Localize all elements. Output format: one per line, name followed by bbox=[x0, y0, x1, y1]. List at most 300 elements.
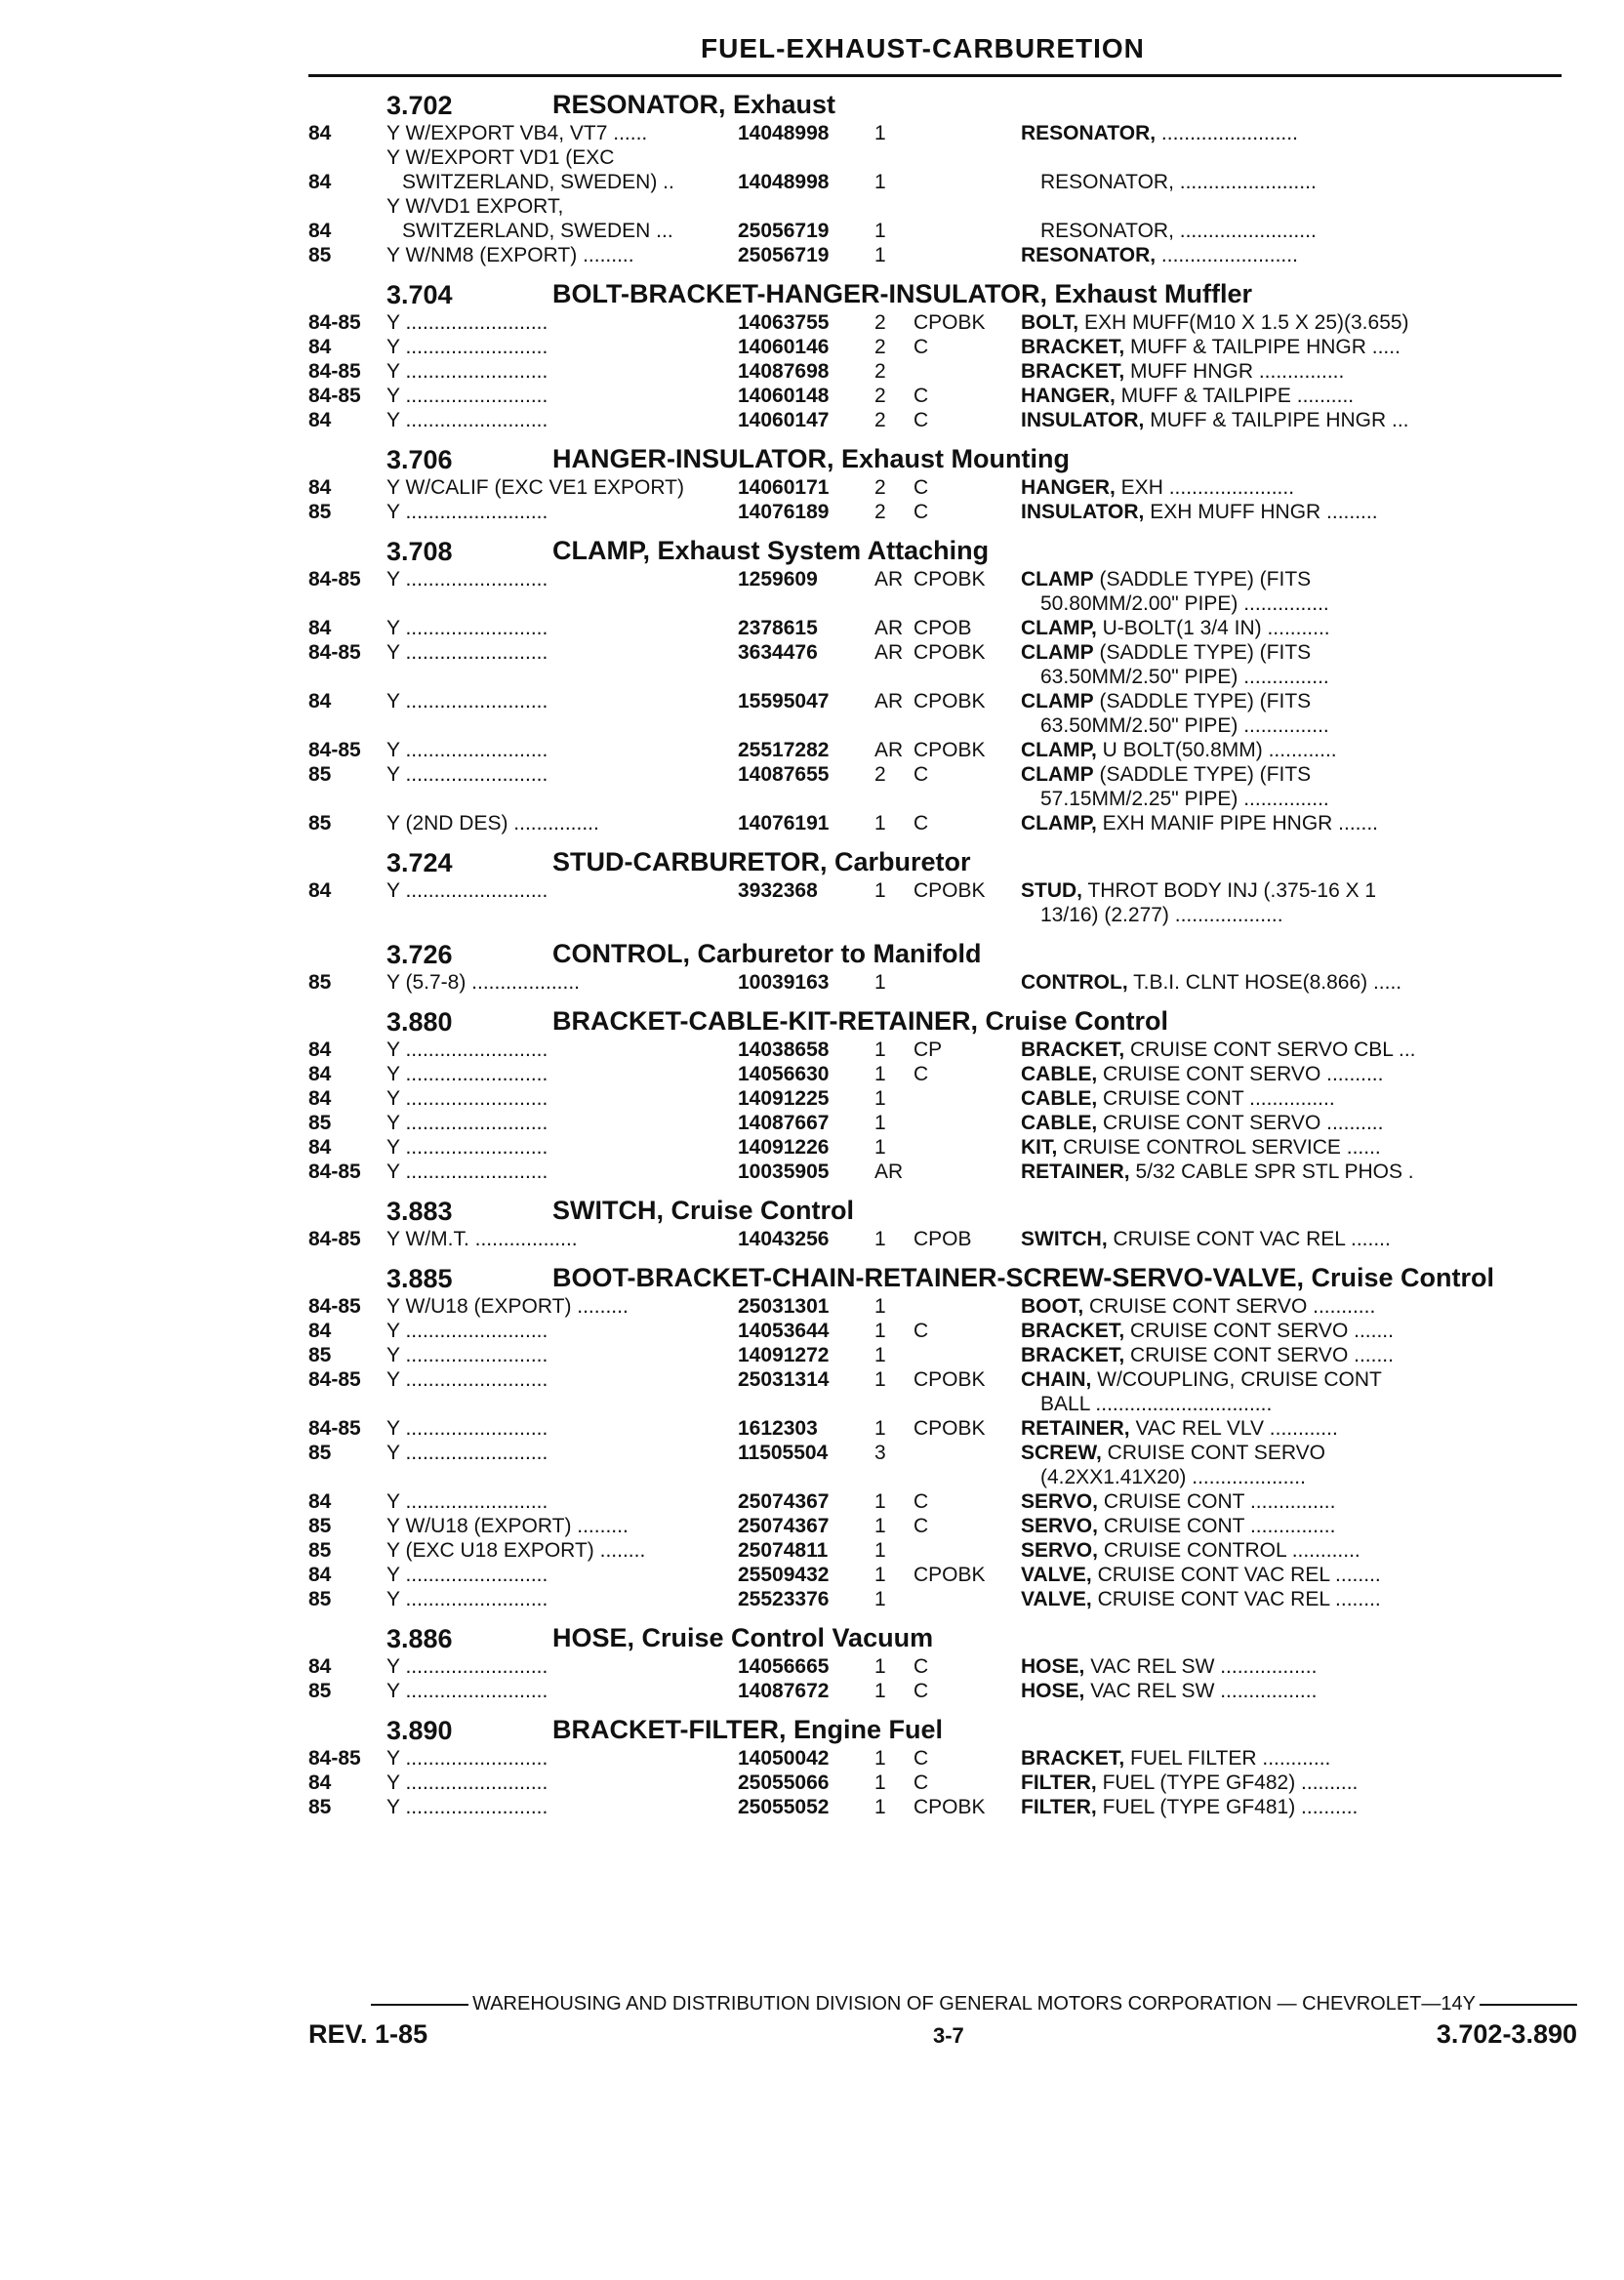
part-row bbox=[308, 145, 1577, 194]
part-description bbox=[1021, 408, 1509, 432]
part-description bbox=[1021, 1038, 1509, 1062]
part-description bbox=[1021, 689, 1509, 738]
part-description-line: SWITCH, CRUISE CONT VAC REL ....... bbox=[1021, 1228, 1391, 1250]
part-description bbox=[1021, 359, 1509, 384]
part-description-line: INSULATOR, MUFF & TAILPIPE HNGR ... bbox=[1021, 409, 1409, 431]
part-description-line: 57.15MM/2.25" PIPE) ............... bbox=[1040, 788, 1329, 810]
part-number: 25523376 bbox=[738, 1588, 830, 1610]
vehicle-code: CPOBK bbox=[914, 641, 986, 664]
usage-qualifier-line: Y ......................... bbox=[386, 360, 548, 383]
part-description bbox=[1021, 475, 1509, 500]
usage-qualifier-line: Y ......................... bbox=[386, 568, 548, 590]
usage-qualifier-line: Y ......................... bbox=[386, 1588, 548, 1610]
page-title: FUEL-EXHAUST-CARBURETION bbox=[701, 33, 1145, 63]
parts-list bbox=[308, 86, 1577, 1827]
usage-qualifier-line: Y ......................... bbox=[386, 1796, 548, 1818]
usage-qualifier bbox=[386, 1654, 738, 1679]
usage-qualifier-line: Y ......................... bbox=[386, 1771, 548, 1794]
usage-qualifier bbox=[386, 811, 738, 835]
section-gap bbox=[308, 267, 1577, 275]
section-heading bbox=[308, 1624, 1577, 1654]
usage-qualifier bbox=[386, 1086, 738, 1111]
usage-qualifier-line: Y ......................... bbox=[386, 409, 548, 431]
part-description bbox=[1021, 1319, 1509, 1343]
part-number: 14091226 bbox=[738, 1136, 830, 1159]
part-description-line: BRACKET, CRUISE CONT SERVO ....... bbox=[1021, 1344, 1394, 1366]
part-description-line: STUD, THROT BODY INJ (.375-16 X 1 bbox=[1021, 879, 1377, 902]
part-number: 14056665 bbox=[738, 1655, 830, 1678]
section-number: 3.885 bbox=[386, 1264, 453, 1293]
part-row bbox=[308, 1563, 1577, 1587]
part-row bbox=[308, 811, 1577, 835]
usage-qualifier-line: Y (2ND DES) ............... bbox=[386, 812, 599, 835]
usage-qualifier-line: Y ......................... bbox=[386, 641, 548, 664]
quantity: 1 bbox=[874, 1539, 886, 1562]
part-row bbox=[308, 1294, 1577, 1319]
usage-qualifier bbox=[386, 384, 738, 408]
section-gap bbox=[308, 1703, 1577, 1711]
part-row bbox=[308, 121, 1577, 145]
page-number: 3-7 bbox=[933, 2023, 964, 2048]
part-row bbox=[308, 1343, 1577, 1367]
part-description-line bbox=[1021, 194, 1509, 219]
part-description-line: RETAINER, 5/32 CABLE SPR STL PHOS . bbox=[1021, 1160, 1414, 1183]
part-description bbox=[1021, 616, 1509, 640]
usage-qualifier-line: Y ......................... bbox=[386, 617, 548, 639]
vehicle-code: CPOBK bbox=[914, 568, 986, 590]
header-rule bbox=[308, 74, 1562, 77]
part-description-line: FILTER, FUEL (TYPE GF482) .......... bbox=[1021, 1771, 1359, 1794]
section-heading bbox=[308, 91, 1577, 121]
quantity: 1 bbox=[874, 812, 886, 835]
usage-qualifier-line: Y ......................... bbox=[386, 1417, 548, 1440]
quantity: 2 bbox=[874, 336, 886, 358]
part-number: 25031314 bbox=[738, 1368, 830, 1391]
part-description bbox=[1021, 335, 1509, 359]
model-year: 84 bbox=[308, 1087, 332, 1110]
section-3-706 bbox=[308, 445, 1577, 532]
part-description bbox=[1021, 1227, 1509, 1251]
part-description-line: CABLE, CRUISE CONT ............... bbox=[1021, 1087, 1335, 1110]
part-description bbox=[1021, 1771, 1509, 1795]
usage-qualifier bbox=[386, 1135, 738, 1160]
usage-qualifier-line: Y ......................... bbox=[386, 1655, 548, 1678]
part-description-line: CLAMP, U BOLT(50.8MM) ............ bbox=[1021, 739, 1337, 761]
quantity: 2 bbox=[874, 501, 886, 523]
usage-qualifier bbox=[386, 408, 738, 432]
part-description bbox=[1021, 384, 1509, 408]
part-description bbox=[1021, 1654, 1509, 1679]
part-description bbox=[1021, 1062, 1509, 1086]
part-description bbox=[1021, 1489, 1509, 1514]
part-row bbox=[308, 567, 1577, 616]
part-description bbox=[1021, 738, 1509, 762]
part-row bbox=[308, 1038, 1577, 1062]
model-year: 84-85 bbox=[308, 1228, 361, 1250]
part-description-line: CABLE, CRUISE CONT SERVO .......... bbox=[1021, 1112, 1384, 1134]
quantity: 1 bbox=[874, 1796, 886, 1818]
quantity: 1 bbox=[874, 971, 886, 994]
usage-qualifier bbox=[386, 970, 738, 995]
part-number: 14060146 bbox=[738, 336, 830, 358]
section-3-885 bbox=[308, 1264, 1577, 1619]
usage-qualifier-line: Y (5.7-8) ................... bbox=[386, 971, 581, 994]
part-description bbox=[1021, 1294, 1509, 1319]
part-description bbox=[1021, 567, 1509, 616]
section-title: SWITCH, Cruise Control bbox=[552, 1196, 854, 1225]
usage-qualifier bbox=[386, 1367, 738, 1392]
part-number: 11505504 bbox=[738, 1442, 829, 1464]
model-year: 84 bbox=[308, 1490, 332, 1513]
part-description bbox=[1021, 1343, 1509, 1367]
part-description-line: FILTER, FUEL (TYPE GF481) .......... bbox=[1021, 1796, 1359, 1818]
vehicle-code: C bbox=[914, 1320, 929, 1342]
model-year: 84 bbox=[308, 1655, 332, 1678]
section-title: RESONATOR, Exhaust bbox=[552, 90, 836, 119]
part-description-line: SERVO, CRUISE CONT ............... bbox=[1021, 1490, 1336, 1513]
usage-qualifier bbox=[386, 1062, 738, 1086]
model-year: 84 bbox=[308, 171, 332, 193]
section-heading bbox=[308, 280, 1577, 310]
model-year: 85 bbox=[308, 971, 332, 994]
part-row bbox=[308, 878, 1577, 927]
model-year: 84 bbox=[308, 879, 332, 902]
usage-qualifier-line: Y ......................... bbox=[386, 336, 548, 358]
part-number: 14048998 bbox=[738, 122, 830, 144]
model-year: 84-85 bbox=[308, 1417, 361, 1440]
part-description bbox=[1021, 1746, 1509, 1771]
vehicle-code bbox=[914, 145, 1021, 170]
part-number: 14063755 bbox=[738, 311, 830, 334]
section-3-702 bbox=[308, 91, 1577, 275]
vehicle-code: C bbox=[914, 476, 929, 499]
part-description-line: 63.50MM/2.50" PIPE) ............... bbox=[1040, 666, 1329, 688]
part-description-line: VALVE, CRUISE CONT VAC REL ........ bbox=[1021, 1564, 1381, 1586]
usage-qualifier-line: Y ......................... bbox=[386, 385, 548, 407]
section-title: STUD-CARBURETOR, Carburetor bbox=[552, 847, 971, 876]
quantity: 1 bbox=[874, 171, 886, 193]
quantity: AR bbox=[874, 617, 904, 639]
part-description-line: BRACKET, MUFF & TAILPIPE HNGR ..... bbox=[1021, 336, 1401, 358]
part-number: 25074367 bbox=[738, 1515, 830, 1537]
usage-qualifier bbox=[386, 310, 738, 335]
model-year: 84-85 bbox=[308, 1747, 361, 1770]
part-row bbox=[308, 1111, 1577, 1135]
quantity: 1 bbox=[874, 1564, 886, 1586]
part-description bbox=[1021, 1086, 1509, 1111]
part-row bbox=[308, 1441, 1577, 1489]
model-year: 84-85 bbox=[308, 360, 361, 383]
part-row bbox=[308, 1062, 1577, 1086]
section-number: 3.708 bbox=[386, 537, 453, 566]
part-description bbox=[1021, 1160, 1509, 1184]
model-year: 84 bbox=[308, 1771, 332, 1794]
usage-qualifier-line: Y ......................... bbox=[386, 1368, 548, 1391]
part-number: 14050042 bbox=[738, 1747, 830, 1770]
part-description-line: HANGER, MUFF & TAILPIPE .......... bbox=[1021, 385, 1355, 407]
part-description-line: 13/16) (2.277) ................... bbox=[1040, 904, 1283, 926]
section-range: 3.702-3.890 bbox=[1436, 2019, 1577, 2049]
part-description-line bbox=[1021, 145, 1509, 170]
model-year: 84-85 bbox=[308, 739, 361, 761]
section-gap bbox=[308, 927, 1577, 935]
page-header bbox=[0, 33, 1624, 82]
vehicle-code: CP bbox=[914, 1038, 943, 1061]
section-title: CLAMP, Exhaust System Attaching bbox=[552, 536, 990, 565]
part-row bbox=[308, 1587, 1577, 1611]
model-year: 84-85 bbox=[308, 385, 361, 407]
usage-qualifier bbox=[386, 762, 738, 787]
part-number: 25056719 bbox=[738, 244, 830, 266]
part-number: 1612303 bbox=[738, 1417, 818, 1440]
part-description bbox=[1021, 1514, 1509, 1538]
part-description-line: HOSE, VAC REL SW ................. bbox=[1021, 1680, 1318, 1702]
usage-qualifier bbox=[386, 689, 738, 713]
section-title: BRACKET-CABLE-KIT-RETAINER, Cruise Control bbox=[552, 1006, 1168, 1036]
vehicle-code: C bbox=[914, 763, 929, 786]
part-description bbox=[1021, 640, 1509, 689]
part-row bbox=[308, 384, 1577, 408]
vehicle-code: C bbox=[914, 1680, 929, 1702]
section-number: 3.704 bbox=[386, 280, 453, 309]
part-row bbox=[308, 1160, 1577, 1184]
usage-qualifier-line: Y ......................... bbox=[386, 1747, 548, 1770]
section-3-726 bbox=[308, 940, 1577, 1002]
part-number: 14060171 bbox=[738, 476, 830, 499]
vehicle-code: CPOBK bbox=[914, 1368, 986, 1391]
part-row bbox=[308, 310, 1577, 335]
usage-qualifier-line: SWITZERLAND, SWEDEN) .. bbox=[402, 171, 674, 193]
part-number: 25055066 bbox=[738, 1771, 830, 1794]
section-heading bbox=[308, 1716, 1577, 1746]
part-number: 25031301 bbox=[738, 1295, 830, 1318]
section-number: 3.890 bbox=[386, 1716, 453, 1745]
part-description-line: CLAMP (SADDLE TYPE) (FITS bbox=[1021, 690, 1312, 712]
page-footer bbox=[308, 1993, 1577, 2053]
model-year: 84 bbox=[308, 690, 332, 712]
part-description-line: CLAMP, EXH MANIF PIPE HNGR ....... bbox=[1021, 812, 1379, 835]
part-description-line: CLAMP, U-BOLT(1 3/4 IN) ........... bbox=[1021, 617, 1330, 639]
usage-qualifier-line: Y ......................... bbox=[386, 879, 548, 902]
part-description-line: RETAINER, VAC REL VLV ............ bbox=[1021, 1417, 1338, 1440]
quantity: 1 bbox=[874, 1320, 886, 1342]
section-3-708 bbox=[308, 537, 1577, 843]
part-description-line: BOOT, CRUISE CONT SERVO ........... bbox=[1021, 1295, 1376, 1318]
quantity: 1 bbox=[874, 1087, 886, 1110]
part-description-line: BRACKET, FUEL FILTER ............ bbox=[1021, 1747, 1331, 1770]
model-year: 84 bbox=[308, 122, 332, 144]
part-description-line: RESONATOR, ........................ bbox=[1021, 244, 1298, 266]
quantity: 2 bbox=[874, 476, 886, 499]
usage-qualifier-line: Y ......................... bbox=[386, 1564, 548, 1586]
part-description bbox=[1021, 194, 1509, 243]
part-description-line: BRACKET, CRUISE CONT SERVO ....... bbox=[1021, 1320, 1394, 1342]
part-number: 14048998 bbox=[738, 171, 830, 193]
footer-division-text: WAREHOUSING AND DISTRIBUTION DIVISION OF GENERAL MOTORS CORPORATION — CHEVROLET—14Y bbox=[472, 1993, 1476, 2015]
usage-qualifier bbox=[386, 640, 738, 665]
part-number: 10035905 bbox=[738, 1160, 830, 1183]
part-number: 2378615 bbox=[738, 617, 818, 639]
section-3-704 bbox=[308, 280, 1577, 440]
part-description bbox=[1021, 970, 1509, 995]
vehicle-code: C bbox=[914, 1490, 929, 1513]
quantity: 1 bbox=[874, 1771, 886, 1794]
model-year: 84-85 bbox=[308, 1368, 361, 1391]
part-row bbox=[308, 359, 1577, 384]
usage-qualifier-line: Y W/M.T. .................. bbox=[386, 1228, 578, 1250]
part-description bbox=[1021, 145, 1509, 194]
usage-qualifier-line: SWITZERLAND, SWEDEN ... bbox=[402, 220, 673, 242]
quantity: 3 bbox=[874, 1442, 886, 1464]
part-description-line: BRACKET, CRUISE CONT SERVO CBL ... bbox=[1021, 1038, 1416, 1061]
part-description bbox=[1021, 1416, 1509, 1441]
part-number: 25056719 bbox=[738, 220, 830, 242]
part-row bbox=[308, 1489, 1577, 1514]
part-row bbox=[308, 1679, 1577, 1703]
model-year: 84 bbox=[308, 1564, 332, 1586]
quantity: 1 bbox=[874, 1038, 886, 1061]
quantity: 1 bbox=[874, 879, 886, 902]
section-number: 3.706 bbox=[386, 445, 453, 474]
section-title: HOSE, Cruise Control Vacuum bbox=[552, 1623, 934, 1652]
usage-qualifier bbox=[386, 1227, 738, 1251]
usage-qualifier-line: Y W/U18 (EXPORT) ......... bbox=[386, 1295, 629, 1318]
part-number: 25074367 bbox=[738, 1490, 830, 1513]
part-number: 25509432 bbox=[738, 1564, 830, 1586]
quantity: 2 bbox=[874, 311, 886, 334]
quantity: AR bbox=[874, 568, 904, 590]
usage-qualifier bbox=[386, 1563, 738, 1587]
model-year: 85 bbox=[308, 1796, 332, 1818]
usage-qualifier-line: Y W/EXPORT VB4, VT7 ...... bbox=[386, 122, 648, 144]
footer-division-line bbox=[308, 1993, 1577, 2015]
section-3-880 bbox=[308, 1007, 1577, 1192]
usage-qualifier bbox=[386, 1416, 738, 1441]
section-title: HANGER-INSULATOR, Exhaust Mounting bbox=[552, 444, 1070, 473]
section-3-724 bbox=[308, 848, 1577, 935]
part-number: 14087698 bbox=[738, 360, 830, 383]
usage-qualifier bbox=[386, 616, 738, 640]
part-description-line: CABLE, CRUISE CONT SERVO .......... bbox=[1021, 1063, 1384, 1085]
section-gap bbox=[308, 1251, 1577, 1259]
section-heading bbox=[308, 445, 1577, 475]
model-year: 85 bbox=[308, 1539, 332, 1562]
part-description-line: SERVO, CRUISE CONT ............... bbox=[1021, 1515, 1336, 1537]
part-description-line: KIT, CRUISE CONTROL SERVICE ...... bbox=[1021, 1136, 1381, 1159]
usage-qualifier bbox=[386, 194, 738, 243]
usage-qualifier bbox=[386, 1679, 738, 1703]
part-row bbox=[308, 616, 1577, 640]
quantity: 1 bbox=[874, 1747, 886, 1770]
part-number: 25074811 bbox=[738, 1539, 829, 1562]
model-year: 85 bbox=[308, 1442, 332, 1464]
part-description-line: RESONATOR, ........................ bbox=[1040, 220, 1317, 242]
usage-qualifier-line: Y ......................... bbox=[386, 739, 548, 761]
usage-qualifier bbox=[386, 1587, 738, 1611]
usage-qualifier bbox=[386, 878, 738, 903]
usage-qualifier-line: Y W/VD1 EXPORT, bbox=[386, 195, 564, 218]
part-number: 14076191 bbox=[738, 812, 830, 835]
usage-qualifier-line: Y ......................... bbox=[386, 1087, 548, 1110]
model-year: 84 bbox=[308, 220, 332, 242]
vehicle-code: CPOBK bbox=[914, 311, 986, 334]
part-number: 14091225 bbox=[738, 1087, 830, 1110]
part-row bbox=[308, 243, 1577, 267]
part-row bbox=[308, 1514, 1577, 1538]
model-year: 85 bbox=[308, 763, 332, 786]
section-3-886 bbox=[308, 1624, 1577, 1711]
vehicle-code: CPOBK bbox=[914, 1417, 986, 1440]
part-row bbox=[308, 1367, 1577, 1416]
usage-qualifier-line: Y W/U18 (EXPORT) ......... bbox=[386, 1515, 629, 1537]
vehicle-code: CPOBK bbox=[914, 1796, 986, 1818]
section-gap bbox=[308, 524, 1577, 532]
quantity: AR bbox=[874, 641, 904, 664]
part-number: 14087667 bbox=[738, 1112, 830, 1134]
part-description-line: CLAMP (SADDLE TYPE) (FITS bbox=[1021, 641, 1312, 664]
part-row bbox=[308, 640, 1577, 689]
usage-qualifier bbox=[386, 335, 738, 359]
part-description-line: RESONATOR, ........................ bbox=[1021, 122, 1298, 144]
vehicle-code: CPOBK bbox=[914, 879, 986, 902]
usage-qualifier bbox=[386, 1343, 738, 1367]
section-3-883 bbox=[308, 1197, 1577, 1259]
part-number: 14056630 bbox=[738, 1063, 830, 1085]
part-description bbox=[1021, 1563, 1509, 1587]
model-year: 85 bbox=[308, 1588, 332, 1610]
part-number: 14043256 bbox=[738, 1228, 830, 1250]
part-description bbox=[1021, 1679, 1509, 1703]
section-title: BOLT-BRACKET-HANGER-INSULATOR, Exhaust Muffler bbox=[552, 279, 1253, 308]
usage-qualifier bbox=[386, 359, 738, 384]
part-description-line: 50.80MM/2.00" PIPE) ............... bbox=[1040, 592, 1329, 615]
usage-qualifier bbox=[386, 1514, 738, 1538]
part-description-line: SERVO, CRUISE CONTROL ............ bbox=[1021, 1539, 1360, 1562]
section-gap bbox=[308, 1819, 1577, 1827]
part-number: 15595047 bbox=[738, 690, 830, 712]
section-heading bbox=[308, 1007, 1577, 1038]
usage-qualifier bbox=[386, 1489, 738, 1514]
part-number: 14076189 bbox=[738, 501, 830, 523]
part-row bbox=[308, 475, 1577, 500]
part-description-line: CLAMP (SADDLE TYPE) (FITS bbox=[1021, 763, 1312, 786]
part-row bbox=[308, 689, 1577, 738]
usage-qualifier-line: Y (EXC U18 EXPORT) ........ bbox=[386, 1539, 646, 1562]
usage-qualifier-line: Y ......................... bbox=[386, 311, 548, 334]
part-description-line: CONTROL, T.B.I. CLNT HOSE(8.866) ..... bbox=[1021, 971, 1402, 994]
section-number: 3.880 bbox=[386, 1007, 453, 1037]
section-gap bbox=[308, 1184, 1577, 1192]
section-title: BRACKET-FILTER, Engine Fuel bbox=[552, 1715, 943, 1744]
part-row bbox=[308, 1416, 1577, 1441]
part-description bbox=[1021, 762, 1509, 811]
quantity: AR bbox=[874, 690, 904, 712]
part-row bbox=[308, 738, 1577, 762]
part-row bbox=[308, 335, 1577, 359]
model-year: 85 bbox=[308, 812, 332, 835]
part-description-line: BALL ............................... bbox=[1040, 1393, 1273, 1415]
section-title: BOOT-BRACKET-CHAIN-RETAINER-SCREW-SERVO-VALVE, Cruise Control bbox=[552, 1263, 1494, 1292]
usage-qualifier-line: Y ......................... bbox=[386, 1160, 548, 1183]
usage-qualifier bbox=[386, 1771, 738, 1795]
model-year: 85 bbox=[308, 1112, 332, 1134]
part-number: 14087655 bbox=[738, 763, 830, 786]
usage-qualifier bbox=[386, 500, 738, 524]
model-year: 85 bbox=[308, 244, 332, 266]
usage-qualifier-line: Y W/NM8 (EXPORT) ......... bbox=[386, 244, 634, 266]
quantity: 1 bbox=[874, 1063, 886, 1085]
part-number: 25055052 bbox=[738, 1796, 830, 1818]
